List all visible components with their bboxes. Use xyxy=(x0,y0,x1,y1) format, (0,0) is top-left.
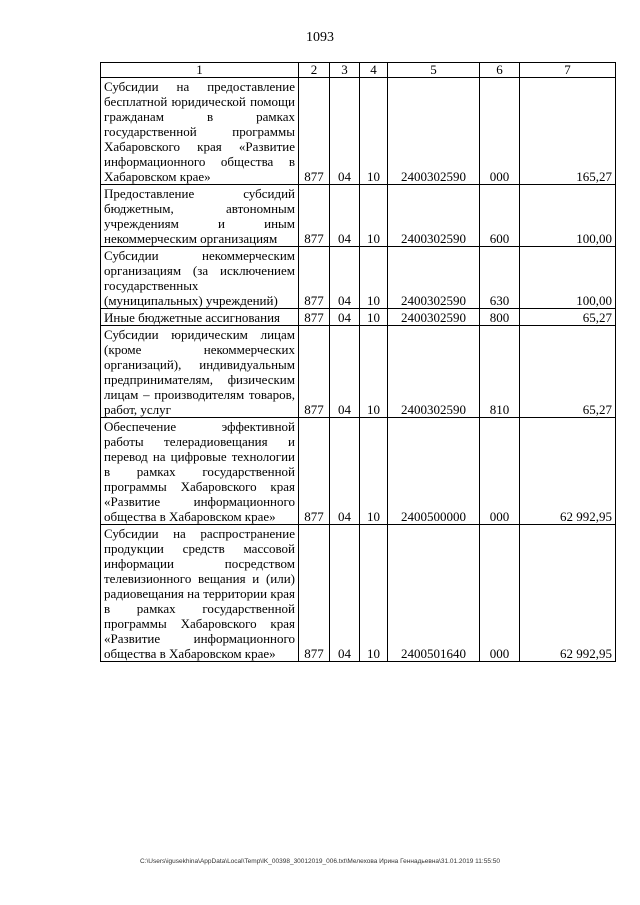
row-target-article: 2400302590 xyxy=(388,185,480,247)
page-number: 1093 xyxy=(306,30,334,45)
row-ministry-code: 877 xyxy=(299,78,330,185)
row-expense-type: 800 xyxy=(480,309,520,326)
row-ministry-code: 877 xyxy=(299,326,330,418)
header-col-3: 3 xyxy=(330,63,360,78)
file-path-footer: C:\Users\igusekhina\AppData\Local\Temp\IK_00398_30012019_006.txt\Мелехова Ирина Геннадьевна\31.01.2019 11:55:50 xyxy=(140,858,500,865)
row-ministry-code: 877 xyxy=(299,525,330,662)
table-row xyxy=(101,247,616,309)
row-target-article: 2400302590 xyxy=(388,309,480,326)
header-col-4: 4 xyxy=(360,63,388,78)
header-col-6: 6 xyxy=(480,63,520,78)
row-section-code: 04 xyxy=(330,525,360,662)
row-subsection-code: 10 xyxy=(360,309,388,326)
row-description: Иные бюджетные ассигнования xyxy=(101,309,299,326)
row-amount: 100,00 xyxy=(520,247,616,309)
row-amount: 65,27 xyxy=(520,309,616,326)
row-ministry-code: 877 xyxy=(299,309,330,326)
row-description: Субсидии на предоставление бесплатной юридической помощи гражданам в рамках государственной программы Хабаровского края «Развитие информационного общества в Хабаровском крае» xyxy=(101,78,299,185)
table-row xyxy=(101,418,616,525)
header-col-1: 1 xyxy=(101,63,299,78)
row-expense-type: 600 xyxy=(480,185,520,247)
row-expense-type: 000 xyxy=(480,78,520,185)
row-section-code: 04 xyxy=(330,418,360,525)
header-col-5: 5 xyxy=(388,63,480,78)
row-expense-type: 000 xyxy=(480,525,520,662)
row-expense-type: 630 xyxy=(480,247,520,309)
row-description: Предоставление субсидий бюджетным, автономным учреждениям и иным некоммерческим организациям xyxy=(101,185,299,247)
row-description: Субсидии некоммерческим организациям (за исключением государственных (муниципальных) учреждений) xyxy=(101,247,299,309)
row-amount: 62 992,95 xyxy=(520,525,616,662)
row-subsection-code: 10 xyxy=(360,185,388,247)
table-row xyxy=(101,309,616,326)
row-section-code: 04 xyxy=(330,247,360,309)
row-description: Субсидии юридическим лицам (кроме некоммерческих организаций), индивидуальным предпринимателям, физическим лицам – производителям товаров, работ, услуг xyxy=(101,326,299,418)
table-row xyxy=(101,525,616,662)
row-section-code: 04 xyxy=(330,326,360,418)
row-ministry-code: 877 xyxy=(299,185,330,247)
row-section-code: 04 xyxy=(330,185,360,247)
row-target-article: 2400302590 xyxy=(388,78,480,185)
row-section-code: 04 xyxy=(330,78,360,185)
row-ministry-code: 877 xyxy=(299,247,330,309)
row-description: Обеспечение эффективной работы телерадиовещания и перевод на цифровые технологии в рамках государственной программы Хабаровского края «Развитие информационного общества в Хабаровском крае» xyxy=(101,418,299,525)
row-target-article: 2400302590 xyxy=(388,326,480,418)
header-col-2: 2 xyxy=(299,63,330,78)
table-row xyxy=(101,326,616,418)
header-row xyxy=(101,63,616,78)
header-col-7: 7 xyxy=(520,63,616,78)
row-subsection-code: 10 xyxy=(360,78,388,185)
row-amount: 62 992,95 xyxy=(520,418,616,525)
row-subsection-code: 10 xyxy=(360,418,388,525)
row-ministry-code: 877 xyxy=(299,418,330,525)
row-target-article: 2400500000 xyxy=(388,418,480,525)
table-row xyxy=(101,185,616,247)
table-row xyxy=(101,78,616,185)
row-amount: 65,27 xyxy=(520,326,616,418)
row-amount: 165,27 xyxy=(520,78,616,185)
row-subsection-code: 10 xyxy=(360,525,388,662)
row-subsection-code: 10 xyxy=(360,247,388,309)
budget-table xyxy=(100,62,616,662)
row-expense-type: 000 xyxy=(480,418,520,525)
row-description: Субсидии на распространение продукции средств массовой информации посредством телевизионного вещания и (или) радиовещания на территории края в рамках государственной программы Хабаровского края «Развитие информационного общества в Хабаровском крае» xyxy=(101,525,299,662)
row-section-code: 04 xyxy=(330,309,360,326)
row-subsection-code: 10 xyxy=(360,326,388,418)
row-target-article: 2400501640 xyxy=(388,525,480,662)
row-target-article: 2400302590 xyxy=(388,247,480,309)
row-expense-type: 810 xyxy=(480,326,520,418)
row-amount: 100,00 xyxy=(520,185,616,247)
